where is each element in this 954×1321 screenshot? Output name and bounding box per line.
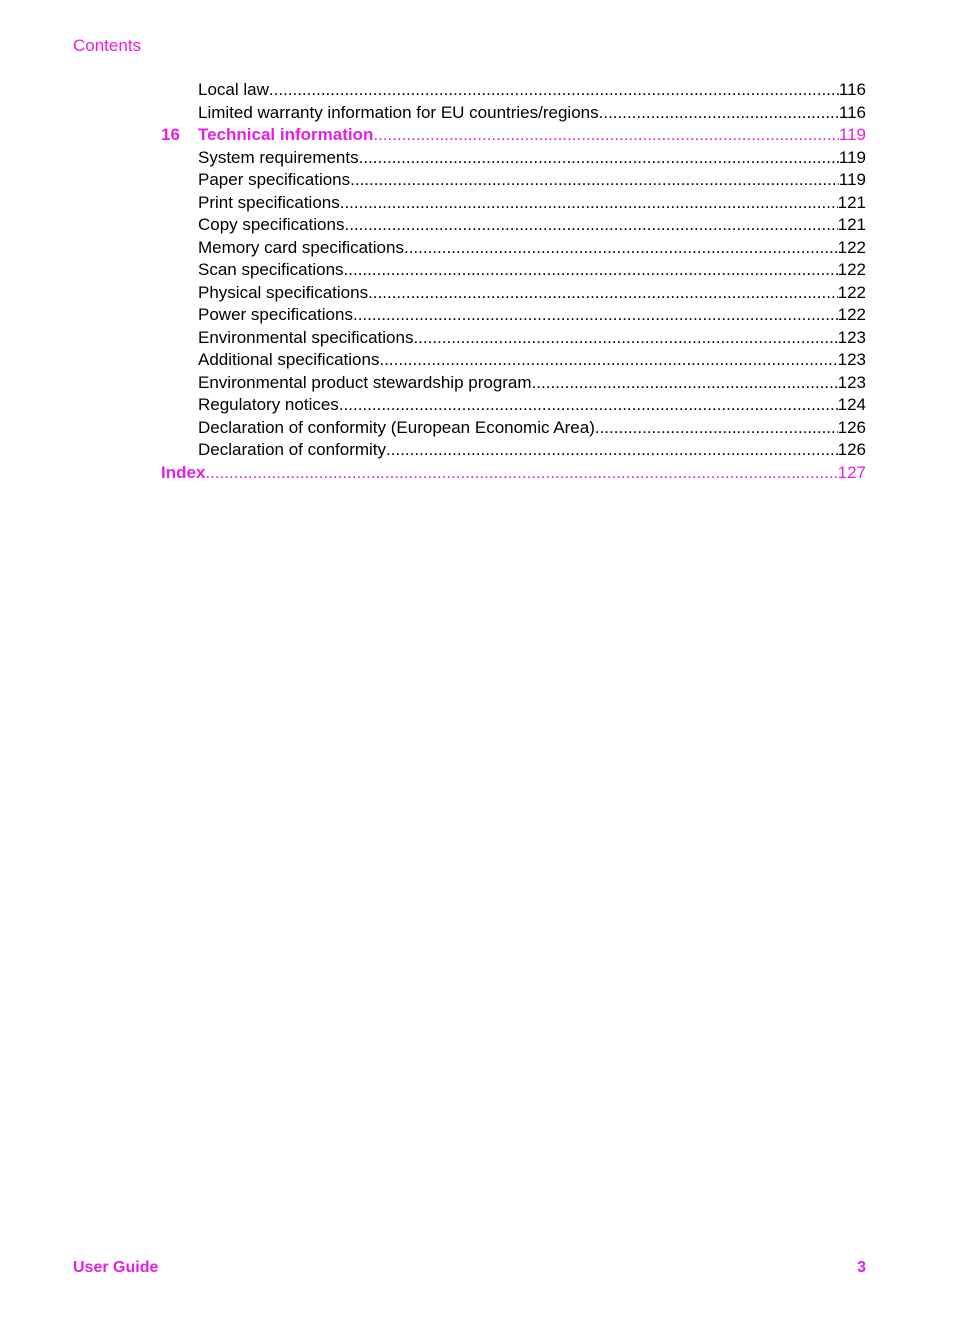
toc-chapter-number: 16	[161, 125, 180, 144]
toc-entry-title: System requirements	[198, 147, 359, 167]
table-of-contents	[161, 79, 866, 484]
toc-dot-leader	[379, 349, 837, 372]
toc-dot-leader	[359, 147, 839, 170]
toc-entry[interactable]	[161, 282, 866, 305]
toc-dot-leader	[344, 259, 838, 282]
toc-page-number: 123	[837, 350, 866, 369]
toc-page-number: 122	[837, 305, 866, 324]
toc-entry-title: Limited warranty information for EU countries/regions	[198, 102, 599, 122]
toc-entry[interactable]	[161, 192, 866, 215]
toc-entry[interactable]	[161, 147, 866, 170]
toc-page-number: 116	[838, 80, 866, 99]
toc-dot-leader	[595, 417, 838, 440]
toc-page-number: 124	[837, 395, 866, 414]
toc-dot-leader	[344, 214, 837, 237]
toc-dot-leader	[404, 237, 838, 260]
toc-entry-title: Additional specifications	[198, 350, 380, 369]
toc-page-number: 119	[838, 147, 866, 167]
toc-dot-leader	[386, 439, 838, 462]
toc-entry-title: Scan specifications	[198, 260, 344, 279]
toc-entry-title: Print specifications	[198, 192, 340, 212]
toc-page-number: 126	[837, 417, 866, 437]
toc-page-number: 122	[837, 282, 866, 302]
toc-dot-leader	[339, 394, 838, 417]
toc-entry[interactable]	[161, 327, 866, 350]
toc-chapter-title: Index	[161, 462, 206, 482]
toc-entry-title: Physical specifications	[198, 282, 369, 302]
toc-entry[interactable]	[161, 304, 866, 327]
toc-entry[interactable]	[161, 169, 866, 192]
toc-entry-title: Memory card specifications	[198, 237, 404, 257]
toc-dot-leader	[205, 462, 837, 485]
toc-dot-leader	[373, 124, 839, 147]
toc-page-number: 127	[837, 462, 866, 482]
toc-dot-leader	[269, 79, 839, 102]
toc-entry-title: Environmental specifications	[198, 327, 414, 347]
toc-entry-title: Local law	[198, 80, 269, 99]
toc-page-number: 119	[838, 170, 866, 189]
toc-entry[interactable]	[161, 102, 866, 125]
toc-dot-leader	[353, 304, 838, 327]
toc-entry[interactable]	[161, 372, 866, 395]
toc-page-number: 122	[837, 260, 866, 279]
toc-entry[interactable]	[161, 79, 866, 102]
toc-dot-leader	[413, 327, 837, 350]
toc-entry-title: Regulatory notices	[198, 395, 339, 414]
toc-page-number: 126	[837, 440, 866, 459]
toc-entry[interactable]	[161, 259, 866, 282]
toc-entry-title: Declaration of conformity (European Economic Area)	[198, 417, 595, 437]
toc-entry[interactable]	[161, 214, 866, 237]
toc-entry-title: Environmental product stewardship program	[198, 372, 532, 392]
toc-dot-leader	[340, 192, 838, 215]
toc-dot-leader	[532, 372, 838, 395]
footer-guide-title: User Guide	[73, 1259, 159, 1276]
toc-chapter-title: Technical information	[198, 125, 374, 144]
toc-entry[interactable]	[161, 417, 866, 440]
toc-entry[interactable]	[161, 237, 866, 260]
toc-entry[interactable]	[161, 394, 866, 417]
toc-page-number: 121	[837, 215, 866, 234]
toc-page-number: 123	[837, 372, 866, 392]
toc-entry-title: Declaration of conformity	[198, 440, 387, 459]
toc-dot-leader	[368, 282, 838, 305]
toc-page-number: 122	[837, 237, 866, 257]
toc-dot-leader	[599, 102, 839, 125]
toc-page-number: 123	[837, 327, 866, 347]
toc-dot-leader	[350, 169, 839, 192]
footer-page-number: 3	[857, 1259, 866, 1276]
toc-entry-title: Copy specifications	[198, 215, 345, 234]
toc-page-number: 116	[838, 102, 866, 122]
toc-index-entry[interactable]	[161, 462, 866, 485]
toc-entry-title: Paper specifications	[198, 170, 351, 189]
page-header-title: Contents	[73, 36, 142, 55]
toc-entry-title: Power specifications	[198, 305, 353, 324]
toc-entry[interactable]	[161, 439, 866, 462]
toc-chapter-entry[interactable]	[161, 124, 866, 147]
toc-page-number: 121	[837, 192, 866, 212]
toc-entry[interactable]	[161, 349, 866, 372]
toc-page-number: 119	[838, 125, 866, 144]
